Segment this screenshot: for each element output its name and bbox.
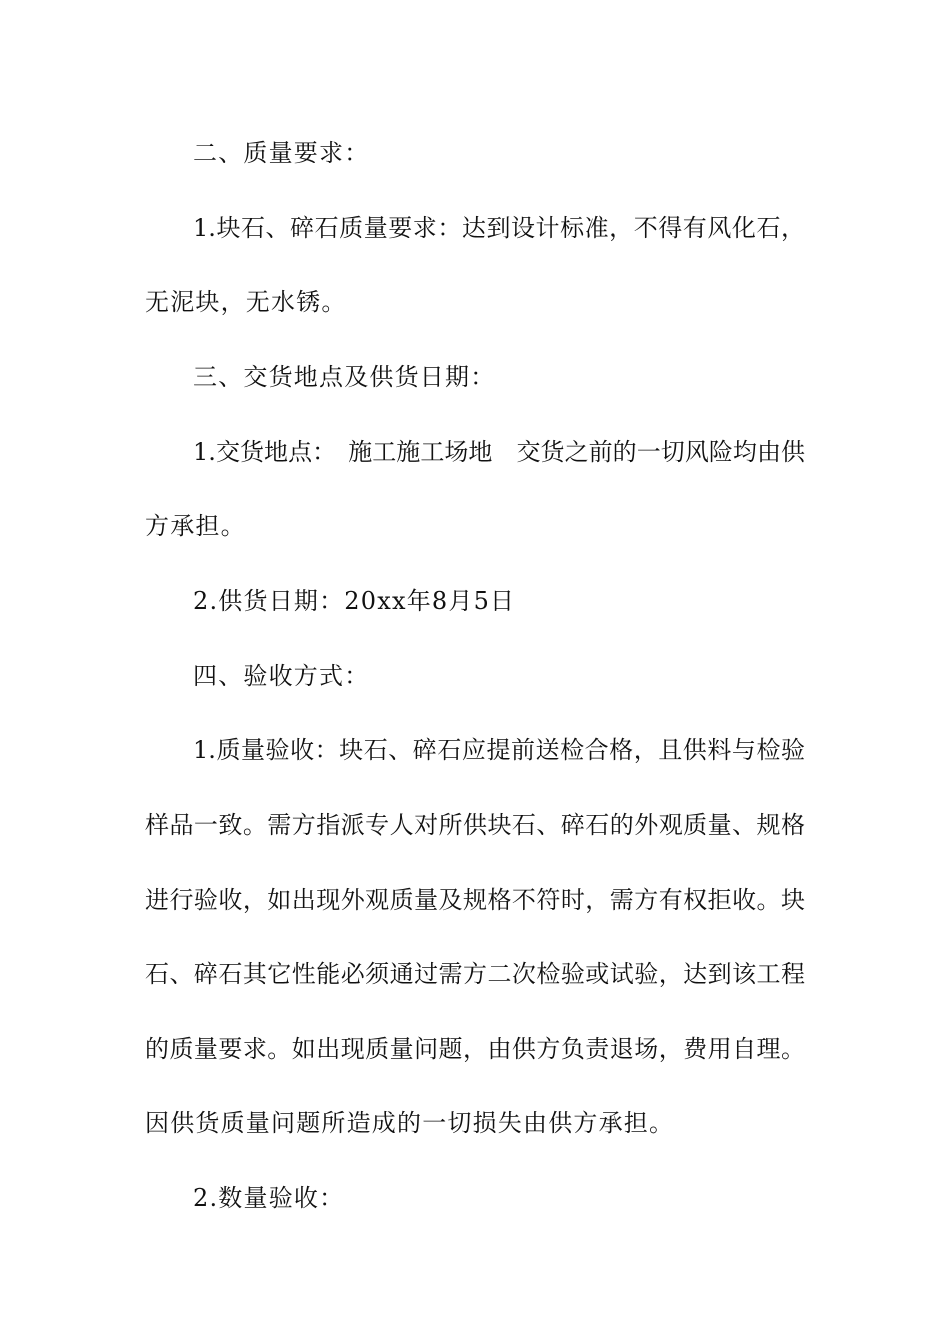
section-heading-quality: 二、质量要求： bbox=[193, 139, 370, 167]
paragraph-line: 石、碎石其它性能必须通过需方二次检验或试验，达到该工程 bbox=[145, 960, 805, 988]
paragraph-line: 样品一致。需方指派专人对所供块石、碎石的外观质量、规格 bbox=[145, 811, 805, 839]
paragraph-line: 因供货质量问题所造成的一切损失由供方承担。 bbox=[145, 1109, 675, 1137]
section-heading-delivery: 三、交货地点及供货日期： bbox=[193, 363, 496, 391]
paragraph-line: 1.块石、碎石质量要求：达到设计标准，不得有风化石， bbox=[193, 214, 805, 242]
paragraph-line: 1.质量验收：块石、碎石应提前送检合格，且供料与检验 bbox=[193, 736, 805, 764]
paragraph-line: 1.交货地点： 施工施工场地 交货之前的一切风险均由供 bbox=[193, 438, 805, 466]
paragraph-line: 2.供货日期：20xx年8月5日 bbox=[193, 587, 516, 615]
paragraph-line: 进行验收，如出现外观质量及规格不符时，需方有权拒收。块 bbox=[145, 886, 805, 914]
paragraph-line: 的质量要求。如出现质量问题，由供方负责退场，费用自理。 bbox=[145, 1035, 805, 1063]
paragraph-line: 无泥块，无水锈。 bbox=[145, 288, 347, 316]
paragraph-line: 2.数量验收： bbox=[193, 1184, 345, 1212]
paragraph-line: 方承担。 bbox=[145, 512, 246, 540]
section-heading-acceptance: 四、验收方式： bbox=[193, 662, 370, 690]
